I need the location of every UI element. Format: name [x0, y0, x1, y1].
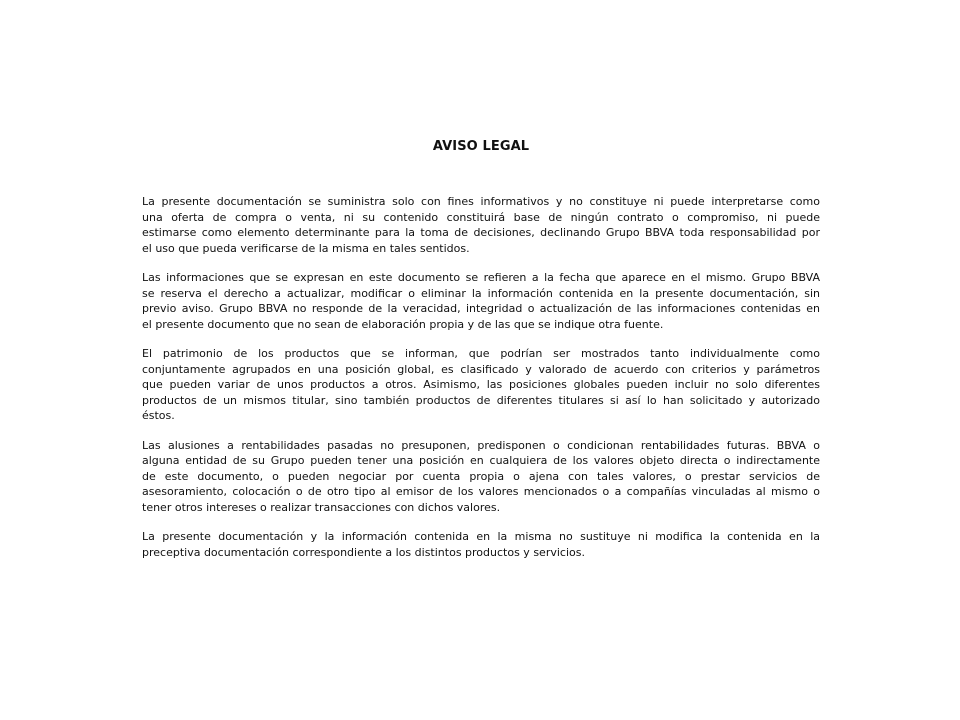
paragraph-line: alguna entidad de su Grupo pueden tener una posición en cualquiera de los valores objeto directa o indirectamente — [142, 454, 820, 467]
document-title: AVISO LEGAL — [432, 139, 530, 154]
paragraph-line: el presente documento que no sean de elaboración propia y de las que se indique otra fuente. — [142, 317, 664, 331]
paragraph-line: éstos. — [142, 409, 175, 422]
paragraph-line: se reserva el derecho a actualizar, modificar o eliminar la información contenida en la presente documentación, sin — [142, 286, 820, 300]
paragraph-spacer — [142, 515, 820, 529]
paragraph-line: productos de un mismos titular, sino también productos de diferentes titulares si así lo han solicitado y autorizado — [142, 393, 820, 407]
paragraph-5 — [142, 529, 820, 560]
paragraph-line: estimarse como elemento determinante para la toma de decisiones, declinando Grupo BBVA toda responsabilidad por — [142, 226, 820, 239]
paragraph-spacer — [142, 256, 820, 270]
legal-document — [142, 138, 820, 560]
paragraph-line: el uso que pueda verificarse de la misma en tales sentidos. — [142, 241, 470, 255]
paragraph-line: una oferta de compra o venta, ni su contenido constituirá base de ningún contrato o compromiso, ni puede — [142, 210, 820, 224]
paragraph-3 — [142, 346, 820, 424]
paragraph-line: La presente documentación se suministra solo con fines informativos y no constituye ni puede interpretarse como — [142, 195, 820, 208]
paragraph-line: asesoramiento, colocación o de otro tipo al emisor de los valores mencionados o a compañías vinculadas al mismo o — [142, 485, 820, 498]
paragraph-line: preceptiva documentación correspondiente a los distintos productos y servicios. — [142, 545, 585, 559]
paragraph-line: conjuntamente agrupados en una posición global, es clasificado y valorado de acuerdo con criterios y parámetros — [142, 362, 820, 376]
paragraph-line: que pueden variar de unos productos a otros. Asimismo, las posiciones globales pueden incluir no solo diferentes — [142, 378, 820, 391]
paragraph-spacer — [142, 332, 820, 346]
paragraph-4 — [142, 438, 820, 516]
paragraph-2 — [142, 270, 820, 332]
paragraph-spacer — [142, 424, 820, 438]
paragraph-line: La presente documentación y la información contenida en la misma no sustituye ni modifica la contenida en la — [142, 530, 820, 543]
paragraph-line: tener otros intereses o realizar transacciones con dichos valores. — [142, 500, 501, 514]
paragraph-line: de este documento, o pueden negociar por cuenta propia o ajena con tales valores, o prestar servicios de — [142, 469, 820, 483]
paragraph-1 — [142, 194, 820, 256]
paragraph-line: Las alusiones a rentabilidades pasadas no presuponen, predisponen o condicionan rentabilidades futuras. BBVA o — [142, 438, 820, 452]
paragraph-line: Las informaciones que se expresan en este documento se refieren a la fecha que aparece en el mismo. Grupo BBVA — [142, 271, 820, 284]
title-spacer — [142, 156, 820, 194]
paragraph-line: El patrimonio de los productos que se informan, que podrían ser mostrados tanto individualmente como — [142, 347, 820, 360]
paragraph-line: previo aviso. Grupo BBVA no responde de la veracidad, integridad o actualización de las informaciones contenidas en — [142, 302, 820, 315]
